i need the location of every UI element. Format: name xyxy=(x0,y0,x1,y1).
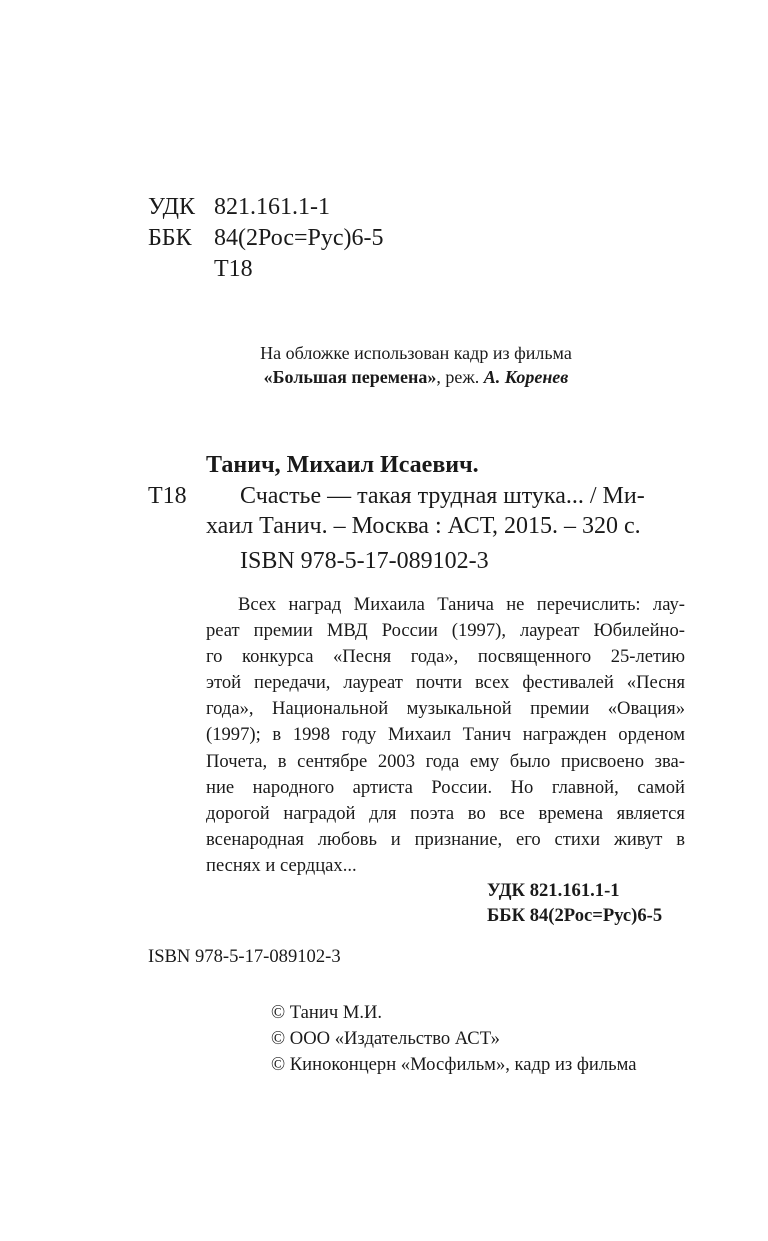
copyright-publisher: © ООО «Издательство АСТ» xyxy=(271,1028,500,1049)
director-separator: , реж. xyxy=(436,367,484,387)
catalog-author: Танич, Михаил Исаевич. xyxy=(206,452,479,478)
annotation-line: Почета, в сентябре 2003 года ему было присвоено зва- xyxy=(206,750,685,772)
catalog-author-sign: Т18 xyxy=(148,483,187,509)
author-sign: Т18 xyxy=(214,256,253,282)
udk-code: УДК 821.161.1-1 xyxy=(487,880,620,901)
catalog-title-line1: Счастье — такая трудная штука... / Ми- xyxy=(240,483,645,509)
catalog-title-line2: хаил Танич. – Москва : АСТ, 2015. – 320 с. xyxy=(206,513,641,539)
annotation-line: реат премии МВД России (1997), лауреат Юбилейно- xyxy=(206,620,685,642)
cover-note-line2 xyxy=(0,365,768,389)
annotation-line: Всех наград Михаила Танича не перечислить: лау- xyxy=(238,594,685,615)
annotation-line: ние народного артиста России. Но главной, самой xyxy=(206,776,685,798)
annotation-line: года», Национальной музыкальной премии «Овация» xyxy=(206,698,685,720)
copyright-block xyxy=(271,1000,637,1078)
bbk-code: ББК 84(2Рос=Рус)6-5 xyxy=(487,905,663,926)
annotation-line: песнях и сердцах... xyxy=(206,854,357,876)
catalog-isbn: ISBN 978-5-17-089102-3 xyxy=(240,548,489,574)
copyright-film-studio: © Киноконцерн «Мосфильм», кадр из фильма xyxy=(271,1054,637,1075)
classification-codes-right xyxy=(487,878,662,928)
annotation-line: го конкурса «Песня года», посвященного 25-летию xyxy=(206,646,685,668)
cover-note-line1: На обложке использован кадр из фильма xyxy=(260,343,572,363)
annotation-paragraph xyxy=(206,592,685,879)
annotation-line: дорогой наградой для поэта во все времена является xyxy=(206,802,685,824)
udk-value: 821.161.1-1 xyxy=(214,194,330,220)
bbk-value: 84(2Рос=Рус)6-5 xyxy=(214,225,384,251)
film-title: «Большая перемена» xyxy=(263,367,437,387)
annotation-line: всенародная любовь и признание, его стихи живут в xyxy=(206,828,685,850)
bbk-label: ББК xyxy=(148,225,192,251)
cover-note xyxy=(0,341,768,389)
copyright-author: © Танич М.И. xyxy=(271,1002,383,1023)
annotation-line: (1997); в 1998 году Михаил Танич награжден орденом xyxy=(206,724,685,746)
isbn-bottom: ISBN 978-5-17-089102-3 xyxy=(148,946,341,967)
udk-label: УДК xyxy=(148,194,195,220)
director-name: А. Коренев xyxy=(483,367,569,387)
annotation-line: этой передачи, лауреат почти всех фестивалей «Песня xyxy=(206,672,685,694)
classification-block xyxy=(148,192,448,287)
